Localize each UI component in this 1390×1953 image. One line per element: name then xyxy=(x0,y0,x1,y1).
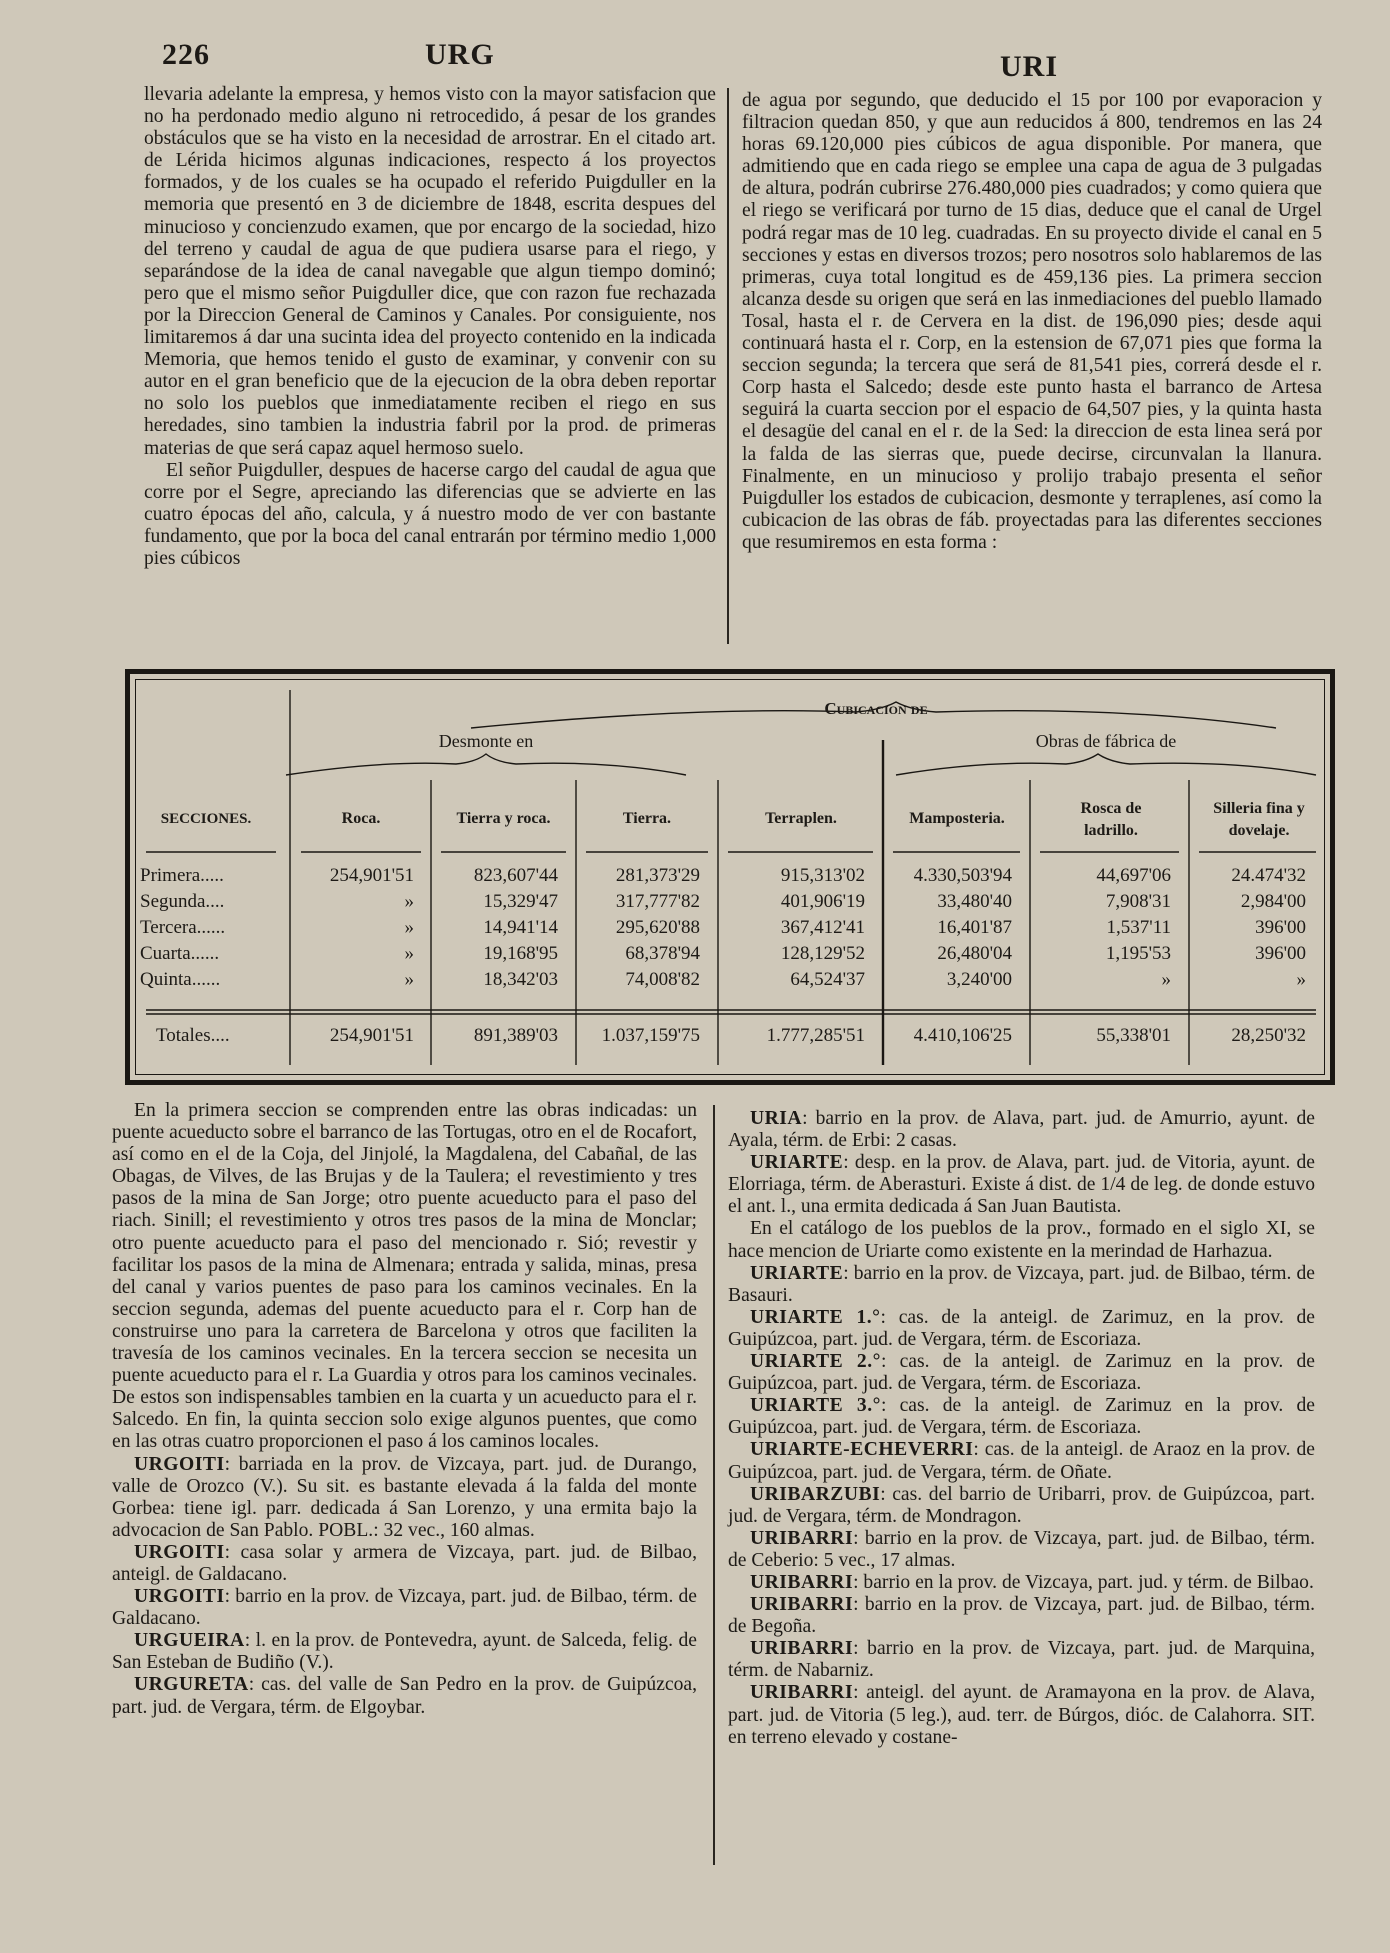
dictionary-entry xyxy=(728,1108,1315,1152)
table-cell: 2,984'00 xyxy=(1240,891,1306,912)
secciones-header: SECCIONES. xyxy=(160,811,252,827)
row-name: Tercera...... xyxy=(140,917,226,938)
table-cell: 396'00 xyxy=(1255,917,1306,938)
col-header-tierra-y-roca: Tierra y roca. xyxy=(456,810,551,827)
table-cell: 295,620'88 xyxy=(615,917,700,938)
dictionary-entry xyxy=(112,1586,697,1630)
entry-text: : anteigl. del ayunt. de Aramayona en la prov. de Alava, part. jud. de Vitoria (5 leg.), aud. terr. de Búrgos, dióc. de Calahorra. SIT. en terreno elevado y costane- xyxy=(728,1682,1315,1748)
dictionary-entry xyxy=(728,1263,1315,1307)
entry-headword: URIARTE 1.° xyxy=(750,1306,881,1328)
dictionary-entry xyxy=(728,1638,1315,1682)
totals-cell: 891,389'03 xyxy=(473,1025,558,1046)
table-cell: 44,697'06 xyxy=(1096,865,1171,886)
entry-text: En la primera seccion se comprenden entre las obras indicadas: un puente acueducto sobre el barranco de las Tortugas, otro en el de Rocafort, así como en el de la Coja, del Jinjolé, la Magdalena, del Cabañal, de las Obagas, de Vilves, de las Brujas y de la Taulera; el revestimiento y tres pasos de la mina de San Jorge; otro puente acueducto para el paso del riach. Sinill; el revestimiento y otros tres pasos de la mina de Monclar; otro puente acueducto para el paso del mencionado r. Sió; revestir y facilitar los pasos de la mina de Almenara; entrada y salida, minas, presa del canal y varios puentes de paso para los caminos vecinales. En la seccion segunda, ademas del puente acueducto para el r. Corp han de construirse uno para la carretera de Barcelona y otros que faciliten la travesía de los caminos vecinales. En la tercera seccion se necesita un puente acueducto para el r. La Guardia y otros para los caminos vecinales. De estos son indispensables tambien en la cuarta y un acueducto para el r. Salcedo. En fin, la quinta seccion solo exige algunos puentes, que como en las otras cuatro proporcionen el paso á los caminos locales. xyxy=(112,1100,697,1453)
table-cell: » xyxy=(404,917,414,938)
col-header-mamposteria: Mamposteria. xyxy=(909,810,1005,827)
dictionary-entry xyxy=(728,1351,1315,1395)
entry-text: : l. en la prov. de Pontevedra, ayunt. de Salceda, felig. de San Esteban de Budiño (V.). xyxy=(112,1630,697,1674)
table-cell: 915,313'02 xyxy=(780,865,865,886)
totals-cell: 55,338'01 xyxy=(1096,1025,1171,1046)
cubicacion-title: Cubicacion de xyxy=(824,699,928,718)
table-cell: 68,378'94 xyxy=(625,943,700,964)
table-cell: » xyxy=(1296,969,1306,990)
table-cell: 367,412'41 xyxy=(780,917,865,938)
entry-text: : barriada en la prov. de Vizcaya, part. jud. de Durango, valle de Orozco (V.). Su sit. es bastante elevada á la falda del monte Gorbea: tiene igl. parr. dedicada á San Lorenzo, y una ermita bajo la advocacion de San Pablo. POBL.: 32 vec., 160 almas. xyxy=(112,1453,697,1541)
entry-text: : desp. en la prov. de Alava, part. jud. de Vitoria, ayunt. de Elorriaga, térm. de Aberasturi. Existe á dist. de 1/4 de leg. de donde estuvo el ant. l., una ermita dedicada á San Juan Bautista. xyxy=(728,1152,1315,1218)
table-cell: 4.330,503'94 xyxy=(913,865,1012,886)
top-left-column xyxy=(144,84,716,570)
table-cell: 396'00 xyxy=(1255,943,1306,964)
entry-headword: URGOITI xyxy=(134,1586,225,1608)
dictionary-entry xyxy=(728,1528,1315,1572)
entry-headword: URIBARRI xyxy=(750,1638,854,1660)
entry-text: : barrio en la prov. de Vizcaya, part. jud. de Bilbao, térm. de Basauri. xyxy=(728,1262,1315,1306)
dictionary-entry xyxy=(728,1682,1315,1748)
col-header-rosca: Rosca de ladrillo. xyxy=(1080,800,1142,839)
entry-headword: URGOITI xyxy=(134,1453,225,1475)
table-cell: 3,240'00 xyxy=(946,969,1012,990)
paragraph xyxy=(112,1100,697,1454)
paragraph: de agua por segundo, que deducido el 15 por 100 por evaporacion y filtracion quedan 850, y que aun reducidos á 800, tendremos en las 24 horas 69.120,000 pies cúbicos de agua disponible. Por manera, que admitiendo que en cada riego se emplee una capa de agua de 3 pulgadas de altura, podrán cubrirse 276.480,000 pies cuadrados; y como quiera que el riego se verificará por turno de 15 dias, deduce que el canal de Urgel podrá regar mas de 10 leg. cuadradas. En su proyecto divide el canal en 5 secciones y estas en diversos trozos; pero nosotros solo hablaremos de las primeras, cuya total longitud es de 459,136 pies. La primera seccion alcanza desde su origen que será en las inmediaciones del pueblo llamado Tosal, hasta el r. de Cervera en la dist. de 196,090 pies; desde aqui continuará hasta el r. Corp, en la estension de 67,071 pies que forma la seccion segunda; la tercera que será de 81,541 pies, correrá desde el r. Corp hasta el Salcedo; desde este punto hasta el barranco de Artesa seguirá la cuarta seccion por el espacio de 64,507 pies, y la quinta hasta el desagüe del canal en el r. de la Sed: la direccion de esta linea será por la falda de las sierras que, puede decirse, circunvalan la llanura. Finalmente, en un minucioso y prolijo trabajo presenta el señor Puigduller los estados de cubicacion, desmonte y terraplenes, así como la cubicacion de las obras de fáb. proyectadas para las diferentes secciones que resumiremos en esta forma : xyxy=(742,90,1322,553)
entry-headword: URIARTE xyxy=(750,1152,844,1174)
table-cell: 281,373'29 xyxy=(615,865,700,886)
totals-name: Totales.... xyxy=(156,1025,230,1046)
entry-text: : cas. de la anteigl. de Zarimuz en la prov. de Guipúzcoa, part. jud. de Vergara, térm. de Escoriaza. xyxy=(728,1395,1315,1439)
dictionary-entry xyxy=(112,1674,697,1718)
column-divider xyxy=(713,1105,715,1865)
table-cell: 26,480'04 xyxy=(937,943,1012,964)
page-number: 226 xyxy=(162,38,210,71)
entry-text: : barrio en la prov. de Vizcaya, part. jud. de Bilbao, térm. de Begoña. xyxy=(728,1594,1315,1638)
table-cell: 401,906'19 xyxy=(780,891,865,912)
entry-text: : casa solar y armera de Vizcaya, part. jud. de Bilbao, anteigl. de Galdacano. xyxy=(112,1541,697,1585)
table-cell: 14,941'14 xyxy=(483,917,558,938)
table-cell: 19,168'95 xyxy=(483,943,558,964)
table-cell: 15,329'47 xyxy=(483,891,558,912)
totals-cell: 1.777,285'51 xyxy=(766,1025,865,1046)
table-cell: 1,195'53 xyxy=(1105,943,1171,964)
row-name: Quinta...... xyxy=(140,969,221,990)
dictionary-entry xyxy=(728,1395,1315,1439)
entry-headword: URIARTE xyxy=(750,1262,844,1284)
dictionary-entry xyxy=(728,1594,1315,1638)
table-cell: 74,008'82 xyxy=(625,969,700,990)
col-header-terraplen: Terraplen. xyxy=(765,810,837,827)
table-cell: » xyxy=(1161,969,1171,990)
bottom-right-column xyxy=(728,1108,1315,1749)
entry-text: : barrio en la prov. de Vizcaya, part. jud. de Marquina, térm. de Nabarniz. xyxy=(728,1638,1315,1682)
table-cell: » xyxy=(404,969,414,990)
entry-headword: URGOITI xyxy=(134,1541,225,1563)
table-cell: 18,342'03 xyxy=(483,969,558,990)
paragraph: llevaria adelante la empresa, y hemos visto con la mayor satisfacion que no ha perdonado medio alguno ni retrocedido, á pesar de los grandes obstáculos que se ha visto en la necesidad de arrostrar. En el citado art. de Lérida hicimos algunas indicaciones, respecto á los proyectos formados, y de los cuales se ha ocupado el referido Puigduller en la memoria que presentó en 3 de diciembre de 1848, escrita despues del minucioso y concienzudo examen, que por encargo de la sociedad, hizo del terreno y caudal de agua de que pudiera usarse para el riego, y separándose de la idea de canal navegable que algun tiempo dominó; pero que el mismo señor Puigduller dice, que con razon fue rechazada por la Direccion General de Caminos y Canales. Por consiguiente, nos limitaremos á dar una sucinta idea del proyecto contenido en la indicada Memoria, que hemos tenido el gusto de examinar, y convenir con su autor en el gran beneficio que de la ejecucion de la obra deben reportar no solo los pueblos que inmediatamente reciben el riego en sus heredades, sino tambien la industria fabril por la prod. de primeras materias de que será capaz aquel hermoso suelo. xyxy=(144,84,716,459)
entry-headword: URIBARRI xyxy=(750,1594,854,1616)
dictionary-entry xyxy=(728,1484,1315,1528)
row-name: Cuarta...... xyxy=(140,943,220,964)
entry-text: : cas. del valle de San Pedro en la prov. de Guipúzcoa, part. jud. de Vergara, térm. de Elgoybar. xyxy=(112,1674,697,1718)
entry-text: : barrio en la prov. de Vizcaya, part. jud. y térm. de Bilbao. xyxy=(853,1571,1314,1593)
table-cell: » xyxy=(404,943,414,964)
dictionary-entry xyxy=(112,1454,697,1542)
dictionary-entry xyxy=(728,1307,1315,1351)
dictionary-entry xyxy=(112,1630,697,1674)
totals-cell: 4.410,106'25 xyxy=(913,1025,1012,1046)
top-right-column xyxy=(742,90,1322,554)
entry-headword: URIARTE 2.° xyxy=(750,1351,881,1373)
paragraph: El señor Puigduller, despues de hacerse cargo del caudal de agua que corre por el Segre, apreciando las diferencias que se advierte en las cuatro épocas del año, calcula, y á nuestro modo de ver con bastante fundamento, que por la boca del canal entrarán por término medio 1,000 pies cúbicos xyxy=(144,459,716,569)
dictionary-entry xyxy=(728,1152,1315,1218)
table-cell: 317,777'82 xyxy=(615,891,700,912)
entry-headword: URIBARZUBI xyxy=(750,1483,881,1505)
entry-headword: URIARTE 3.° xyxy=(750,1395,881,1417)
table-cell: 1,537'11 xyxy=(1106,917,1171,938)
row-name: Segunda.... xyxy=(140,891,225,912)
entry-headword: URIBARRI xyxy=(750,1527,854,1549)
entry-headword: URGURETA xyxy=(134,1674,249,1696)
left-running-title: URG xyxy=(425,38,495,71)
entry-text: : barrio en la prov. de Alava, part. jud. de Amurrio, ayunt. de Ayala, térm. de Erbi: 2 casas. xyxy=(728,1108,1315,1152)
table-cell: 64,524'37 xyxy=(790,969,865,990)
dictionary-entry xyxy=(112,1542,697,1586)
paragraph xyxy=(728,1218,1315,1262)
totals-cell: 28,250'32 xyxy=(1231,1025,1306,1046)
table-cell: 7,908'31 xyxy=(1105,891,1171,912)
dictionary-entry xyxy=(728,1439,1315,1483)
table-cell: 254,901'51 xyxy=(329,865,414,886)
dictionary-entry xyxy=(728,1572,1315,1594)
table-cell: 24.474'32 xyxy=(1231,865,1306,886)
table-cell: » xyxy=(404,891,414,912)
table-cell: 128,129'52 xyxy=(780,943,865,964)
table-cell: 823,607'44 xyxy=(473,865,558,886)
totals-cell: 1.037,159'75 xyxy=(601,1025,700,1046)
entry-text: En el catálogo de los pueblos de la prov., formado en el siglo XI, se hace mencion de Uriarte como existente en la merindad de Harhazua. xyxy=(728,1218,1315,1262)
right-running-title: URI xyxy=(1000,50,1059,83)
entry-headword: URGUEIRA xyxy=(134,1630,245,1652)
col-header-tierra: Tierra. xyxy=(622,810,672,827)
bottom-left-column xyxy=(112,1100,697,1719)
entry-headword: URIARTE-ECHEVERRI xyxy=(750,1439,974,1461)
row-name: Primera..... xyxy=(140,865,224,886)
entry-text: : cas. de la anteigl. de Zarimuz en la prov. de Guipúzcoa, part. jud. de Vergara, térm. de Escoriaza. xyxy=(728,1351,1315,1395)
totals-cell: 254,901'51 xyxy=(329,1025,414,1046)
entry-headword: URIBARRI xyxy=(750,1682,854,1704)
entry-text: : barrio en la prov. de Vizcaya, part. jud. de Bilbao, térm. de Ceberio: 5 vec., 17 almas. xyxy=(728,1527,1315,1571)
col-header-silleria: Silleria fina y dovelaje. xyxy=(1213,800,1305,839)
col-header-roca: Roca. xyxy=(341,810,381,827)
entry-text: : cas. de la anteigl. de Araoz en la prov. de Guipúzcoa, part. jud. de Vergara, térm. de Oñate. xyxy=(728,1439,1315,1483)
entry-text: : barrio en la prov. de Vizcaya, part. jud. de Bilbao, térm. de Galdacano. xyxy=(112,1586,697,1630)
entry-text: : cas. del barrio de Uribarri, prov. de Guipúzcoa, part. jud. de Vergara, térm. de Mondragon. xyxy=(728,1483,1315,1527)
table-cell: 16,401'87 xyxy=(937,917,1012,938)
obras-title: Obras de fábrica de xyxy=(1035,731,1177,751)
entry-headword: URIA xyxy=(750,1108,803,1129)
column-divider xyxy=(727,88,729,644)
desmonte-title: Desmonte en xyxy=(438,731,534,751)
entry-headword: URIBARRI xyxy=(750,1571,854,1593)
table-cell: 33,480'40 xyxy=(937,891,1012,912)
entry-text: : cas. de la anteigl. de Zarimuz, en la prov. de Guipúzcoa, part. jud. de Vergara, térm. de Escoriaza. xyxy=(728,1306,1316,1350)
cubicacion-table xyxy=(125,669,1335,1085)
